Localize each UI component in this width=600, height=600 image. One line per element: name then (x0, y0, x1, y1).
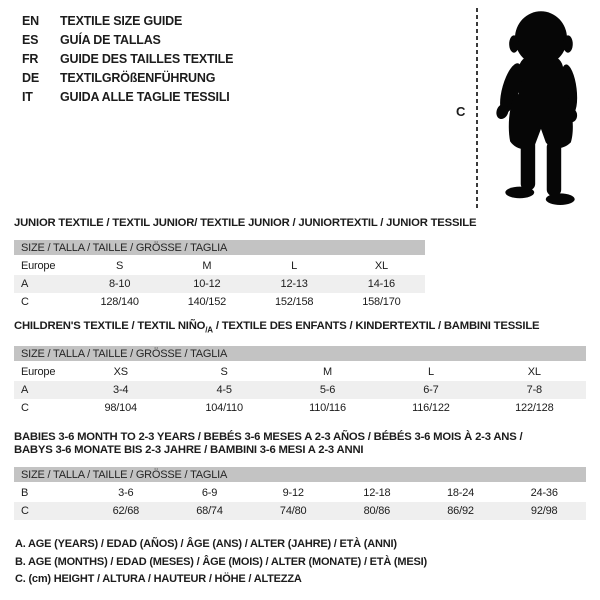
table-cell: S (220, 365, 228, 378)
table-cell: 86/92 (447, 504, 474, 517)
table-cell: 9-12 (282, 486, 304, 499)
junior-table (14, 240, 425, 311)
children-title-suffix: / TEXTILE DES ENFANTS / KINDERTEXTIL / BAMBINI TESSILE (212, 320, 540, 332)
language-code: EN (22, 14, 39, 28)
language-code: IT (22, 90, 33, 104)
table-cell: 140/152 (187, 295, 227, 308)
table-row (14, 399, 586, 417)
table-cell: 158/170 (362, 295, 401, 308)
legend-line-a: A. AGE (YEARS) / EDAD (AÑOS) / ÂGE (ANS) / ALTER (JAHRE) / ETÀ (ANNI) (15, 538, 397, 550)
table-cell: L (291, 259, 298, 272)
language-label: GUÍA DE TALLAS (60, 33, 161, 47)
table-cell: 110/116 (309, 401, 346, 414)
table-cell: 12-18 (363, 486, 391, 499)
table-row (14, 381, 586, 399)
tables-section (14, 217, 586, 520)
table-row (14, 363, 586, 381)
row-label: Europe (21, 365, 56, 378)
table-cell: 10-12 (193, 277, 221, 290)
measurement-legend (15, 536, 427, 589)
language-row (22, 31, 233, 50)
babies-title-line1: BABIES 3-6 MONTH TO 2-3 YEARS / BEBÉS 3-6 MESES A 2-3 AÑOS / BÉBÉS 3-6 MOIS À 2-3 ANS / (14, 431, 523, 444)
table-row (14, 275, 425, 293)
junior-table-title: JUNIOR TEXTILE / TEXTIL JUNIOR/ TEXTILE JUNIOR / JUNIORTEXTIL / JUNIOR TESSILE (14, 217, 477, 229)
table-cell: 152/158 (274, 295, 314, 308)
table-cell: XL (374, 259, 388, 272)
row-label: B (21, 486, 29, 499)
table-cell: XL (527, 365, 541, 378)
height-dotted-line (476, 8, 478, 211)
table-cell: 68/74 (196, 504, 223, 517)
row-label: C (21, 401, 29, 414)
height-figure (450, 6, 600, 218)
language-row (22, 50, 233, 69)
height-marker-label: C (456, 104, 466, 119)
language-label: GUIDE DES TAILLES TEXTILE (60, 52, 234, 66)
language-code: FR (22, 52, 39, 66)
language-label: TEXTILE SIZE GUIDE (60, 14, 183, 28)
babies-table (14, 467, 586, 520)
table-cell: 122/128 (515, 401, 554, 414)
table-row (14, 502, 586, 520)
table-cell: 3-6 (118, 486, 134, 499)
language-row (22, 88, 233, 107)
table-cell: M (323, 365, 332, 378)
language-label: TEXTILGRÖßENFÜHRUNG (60, 71, 216, 85)
table-row (14, 257, 425, 275)
table-cell: 12-13 (280, 277, 308, 290)
table-cell: 24-36 (530, 486, 558, 499)
table-cell: 6-7 (423, 383, 439, 396)
legend-line-c: C. (cm) HEIGHT / ALTURA / HAUTEUR / HÖHE / ALTEZZA (15, 573, 302, 585)
table-row (14, 293, 425, 311)
table-cell: 104/110 (205, 401, 243, 414)
row-label: A (21, 277, 29, 290)
language-header (22, 12, 233, 107)
table-cell: 5-6 (319, 383, 336, 396)
row-label: Europe (21, 259, 56, 272)
table-row (14, 484, 586, 502)
row-label: A (21, 383, 29, 396)
table-cell: 98/104 (104, 401, 137, 414)
children-title-prefix: CHILDREN'S TEXTILE / TEXTIL NIÑO (14, 320, 206, 332)
table-cell: 80/86 (363, 504, 391, 517)
table-cell: 7-8 (526, 383, 542, 396)
table-cell: 116/122 (412, 401, 450, 414)
table-cell: L (427, 365, 434, 378)
table-cell: 8-10 (109, 277, 131, 290)
language-code: ES (22, 33, 39, 47)
table-cell: 18-24 (446, 486, 475, 499)
table-cell: 6-9 (201, 486, 218, 499)
children-title-sub: /A (205, 325, 213, 335)
row-label: C (21, 504, 29, 517)
language-row (22, 69, 233, 88)
table-cell: S (116, 259, 124, 272)
babies-size-header: SIZE / TALLA / TAILLE / GRÖSSE / TAGLIA (14, 467, 586, 484)
babies-table-title (14, 431, 586, 457)
babies-title-line2: BABYS 3-6 MONATE BIS 2-3 JAHRE / BAMBINI 3-6 MESI A 2-3 ANNI (14, 444, 364, 457)
children-table (14, 346, 586, 417)
table-cell: 128/140 (100, 295, 139, 308)
language-row (22, 12, 233, 31)
row-label: C (21, 295, 29, 308)
table-cell: 92/98 (530, 504, 558, 517)
table-cell: 14-16 (367, 277, 395, 290)
table-cell: 62/68 (112, 504, 140, 517)
table-cell: 3-4 (113, 383, 129, 396)
children-size-header: SIZE / TALLA / TAILLE / GRÖSSE / TAGLIA (14, 346, 586, 363)
junior-size-header: SIZE / TALLA / TAILLE / GRÖSSE / TAGLIA (14, 240, 425, 257)
children-table-title (14, 320, 586, 336)
language-code: DE (22, 71, 39, 85)
language-label: GUIDA ALLE TAGLIE TESSILI (60, 90, 230, 104)
table-cell: XS (113, 365, 128, 378)
legend-line-b: B. AGE (MONTHS) / EDAD (MESES) / ÂGE (MOIS) / ALTER (MONATE) / ETÀ (MESI) (15, 555, 427, 568)
table-cell: M (202, 259, 212, 272)
table-cell: 4-5 (216, 383, 232, 396)
table-cell: 74/80 (279, 504, 307, 517)
baby-silhouette-icon (487, 6, 593, 216)
